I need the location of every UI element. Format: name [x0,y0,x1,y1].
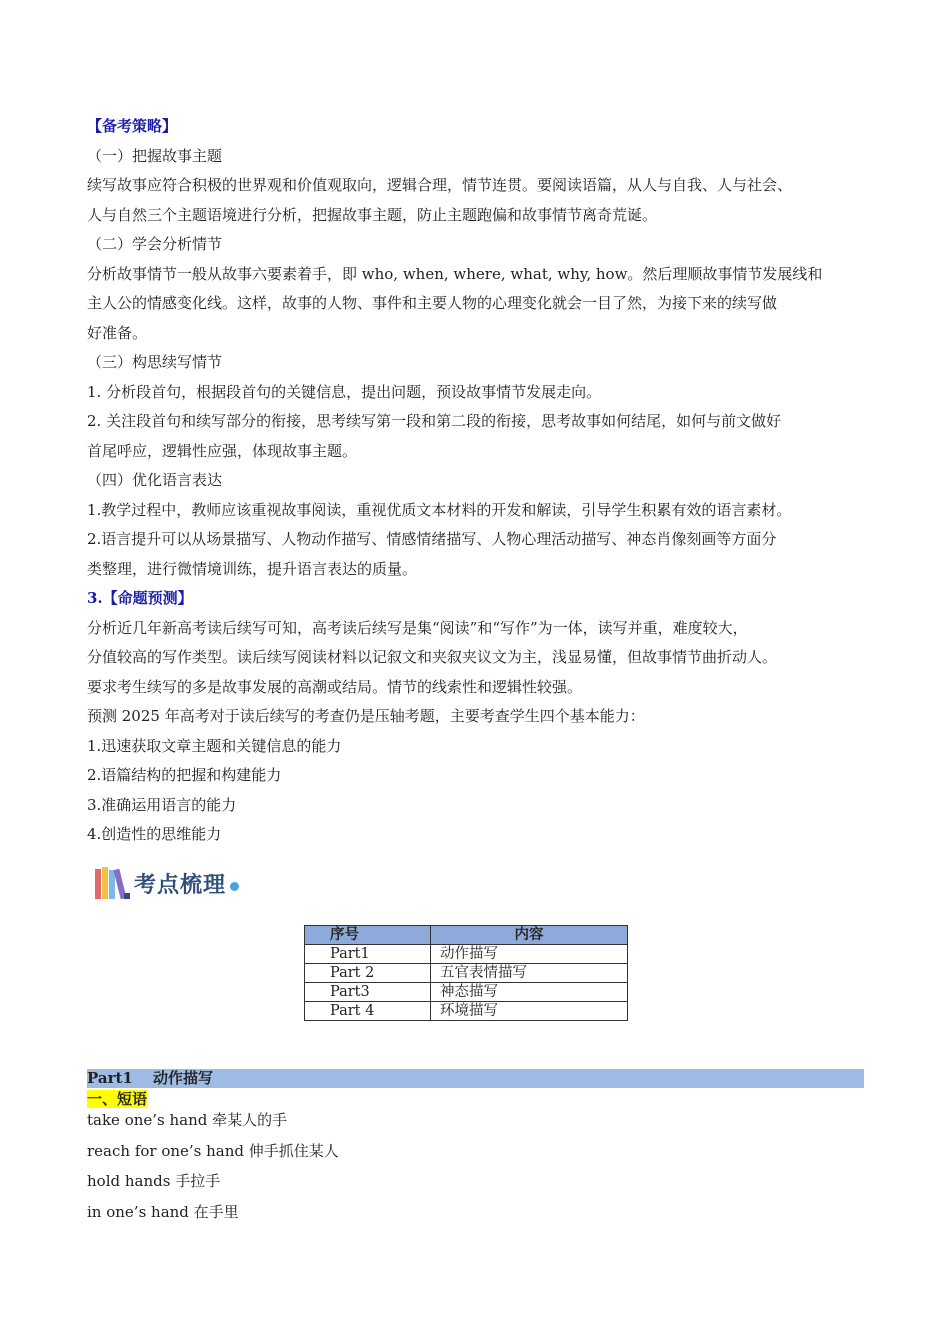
strategy-line: 首尾呼应，逻辑性应强，体现故事主题。 [87,441,358,460]
prediction-heading: 3.【命题预测】 [87,589,193,607]
books-icon [94,865,132,901]
table-header-cell: 序号 [305,926,431,945]
prediction-line: 2.语篇结构的把握和构建能力 [87,766,282,784]
table-cell: 环境描写 [431,1002,628,1021]
part1-number: Part1 [87,1069,133,1087]
prediction-line: 预测 2025 年高考对于读后续写的考查仍是压轴考题，主要考查学生四个基本能力： [87,707,645,725]
part1-heading-bar [87,1069,864,1088]
strategy-line: 好准备。 [87,323,148,342]
list-item: reach for one’s hand 伸手抓住某人 [87,1141,339,1160]
table-cell: Part 2 [305,964,431,983]
highlighted-subheading: 一、短语 [87,1090,148,1108]
list-item: in one’s hand 在手里 [87,1202,239,1221]
strategy-line: 分析故事情节一般从故事六要素着手，即 who, when, where, what, why, how。然后理顺故事情节发展线和 [87,264,823,283]
table-row [305,1002,628,1021]
strategy-line: 2.语言提升可以从场景描写、人物动作描写、情感情绪描写、人物心理活动描写、神态肖像刻画等方面分 [87,530,777,548]
strategy-line: 续写故事应符合积极的世界观和价值观取向，逻辑合理，情节连贯。要阅读语篇，从人与自我、人与社会、 [87,176,793,194]
table-row [305,964,628,983]
strategy-line: （三）构思续写情节 [87,353,223,371]
prediction-line: 1.迅速获取文章主题和关键信息的能力 [87,736,342,755]
part1-title: 动作描写 [153,1069,214,1087]
table-cell: Part 4 [305,1002,431,1021]
list-item: hold hands 手拉手 [87,1172,221,1190]
strategy-line: 类整理，进行微情境训练，提升语言表达的质量。 [87,559,418,578]
table-header-cell: 内容 [431,926,628,945]
section-logo [94,862,239,904]
table-row [305,983,628,1002]
table-header-row [305,926,628,945]
prediction-line: 分析近几年新高考读后续写可知，高考读后续写是集“阅读”和“写作”为一体，读写并重，难度较大， [87,618,748,637]
section-logo-text: 考点梳理 [134,872,227,898]
logo-dot [230,882,239,891]
table-cell: 神态描写 [431,983,628,1002]
strategy-line: （二）学会分析情节 [87,235,223,253]
table-cell: 动作描写 [431,945,628,964]
phrase-list [87,1105,339,1227]
strategy-heading: 【备考策略】 [87,117,178,135]
strategy-line: 人与自然三个主题语境进行分析，把握故事主题，防止主题跑偏和故事情节离奇荒诞。 [87,205,658,224]
strategy-line: 主人公的情感变化线。这样，故事的人物、事件和主要人物的心理变化就会一目了然，为接下来的续写做 [87,294,778,312]
toc-table [304,925,628,1021]
strategy-line: （一）把握故事主题 [87,146,223,165]
strategy-line: （四）优化语言表达 [87,471,223,489]
table-row [305,945,628,964]
table-cell: Part3 [305,983,431,1002]
prediction-line: 分值较高的写作类型。读后续写阅读材料以记叙文和夹叙夹议文为主，浅显易懂，但故事情节曲折动人。 [87,648,778,666]
strategy-line: 1. 分析段首句，根据段首句的关键信息，提出问题，预设故事情节发展走向。 [87,382,602,401]
prediction-line: 3.准确运用语言的能力 [87,795,237,814]
strategy-line: 1.教学过程中，教师应该重视故事阅读，重视优质文本材料的开发和解读，引导学生积累有效的语言素材。 [87,500,792,519]
list-item: take one’s hand 牵某人的手 [87,1111,288,1129]
prediction-line: 4.创造性的思维能力 [87,825,222,843]
table-cell: Part1 [305,945,431,964]
body-text [87,112,867,850]
table-cell: 五官表情描写 [431,964,628,983]
strategy-line: 2. 关注段首句和续写部分的衔接，思考续写第一段和第二段的衔接，思考故事如何结尾，如何与前文做好 [87,412,782,430]
prediction-line: 要求考生续写的多是故事发展的高潮或结局。情节的线索性和逻辑性较强。 [87,677,583,696]
